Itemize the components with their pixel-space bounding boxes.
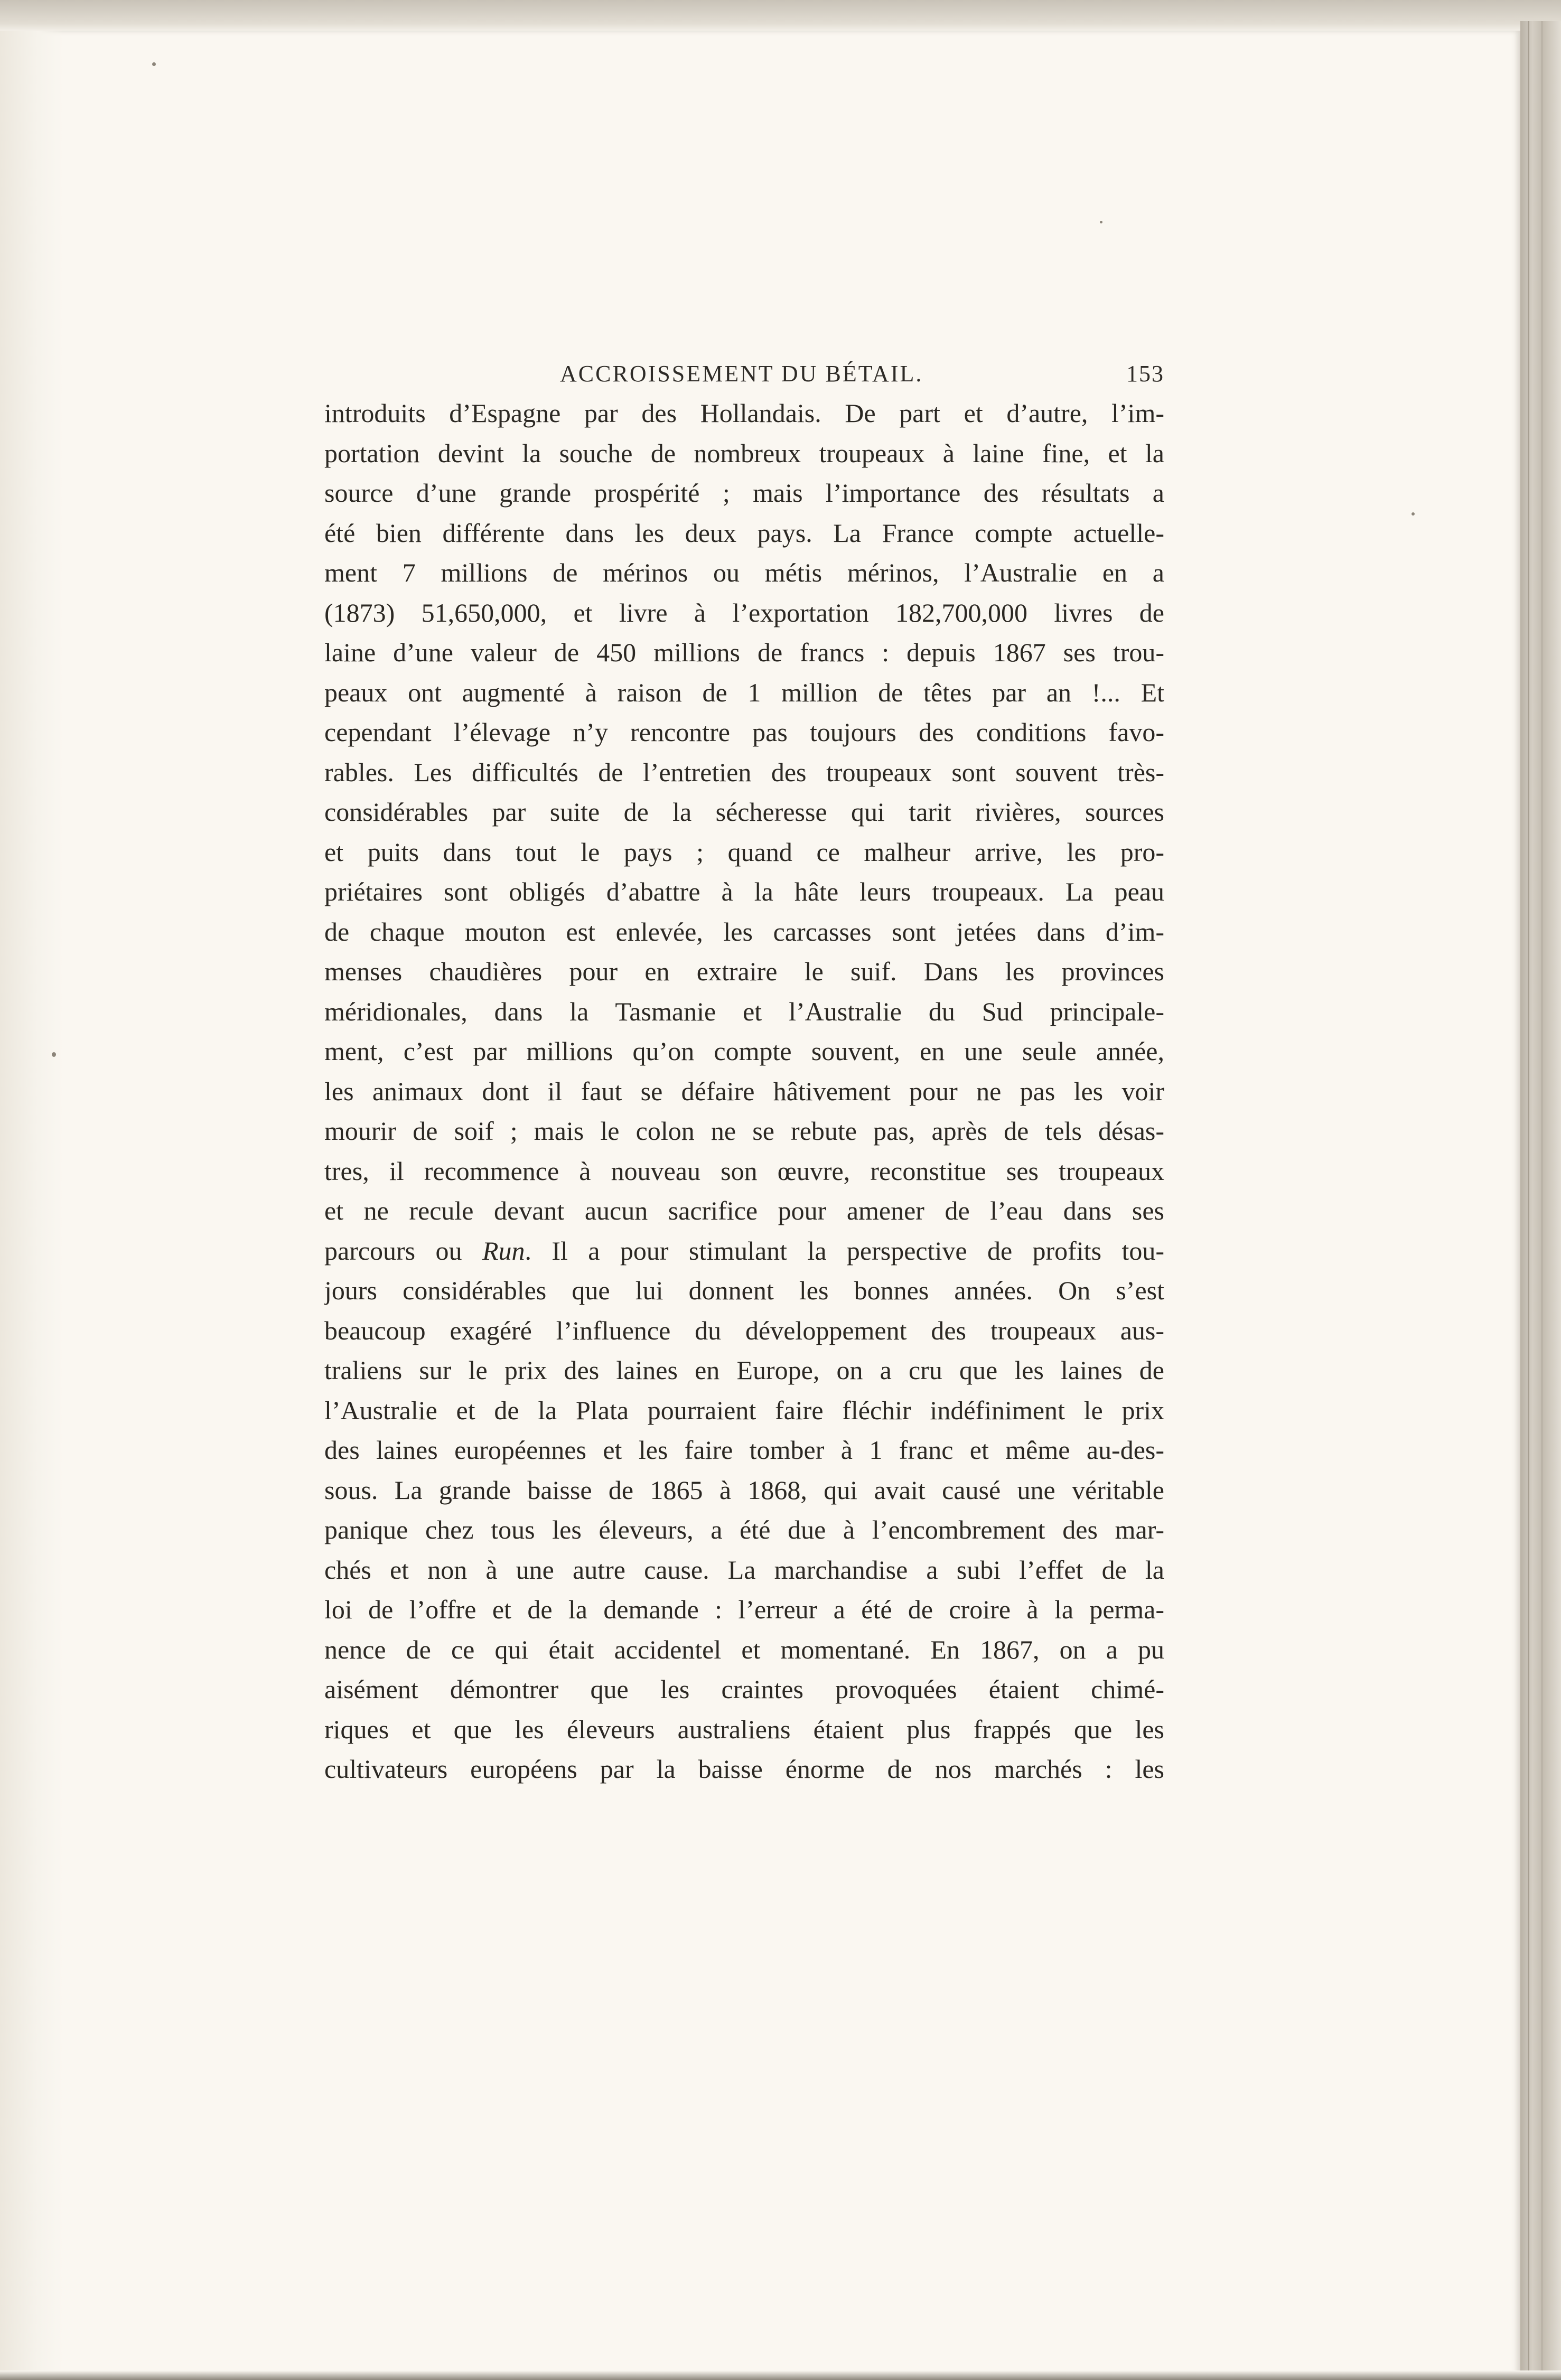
paper-speck <box>1412 512 1415 516</box>
text-line: et puits dans tout le pays ; quand ce malheur arrive, les pro- <box>324 837 1164 867</box>
page-top-edge <box>0 0 1561 34</box>
text-line: cultivateurs européens par la baisse énorme de nos marchés : les <box>324 1754 1164 1784</box>
text-line: ment, c’est par millions qu’on compte souvent, en une seule année, <box>324 1036 1164 1066</box>
text-line: portation devint la souche de nombreux troupeaux à laine fine, et la <box>324 438 1164 468</box>
page-gutter <box>0 31 63 2380</box>
text-line: été bien différente dans les deux pays. La France compte actuelle- <box>324 518 1164 548</box>
text-line: beaucoup exagéré l’influence du développement des troupeaux aus- <box>324 1315 1164 1345</box>
text-line: loi de l’offre et de la demande : l’erreur a été de croire à la perma- <box>324 1595 1164 1624</box>
paper-speck <box>152 62 156 66</box>
text-line: riques et que les éleveurs australiens étaient plus frappés que les <box>324 1714 1164 1744</box>
text-line: aisément démontrer que les craintes provoquées étaient chimé- <box>324 1674 1164 1704</box>
text-line: les animaux dont il faut se défaire hâtivement pour ne pas les voir <box>324 1076 1164 1106</box>
text-line: priétaires sont obligés d’abattre à la hâte leurs troupeaux. La peau <box>324 877 1164 906</box>
text-line: rables. Les difficultés de l’entretien des troupeaux sont souvent très- <box>324 757 1164 787</box>
body-paragraph <box>324 393 1164 1789</box>
text-line: (1873) 51,650,000, et livre à l’exportation 182,700,000 livres de <box>324 597 1164 627</box>
italic-term: Run <box>482 1235 525 1266</box>
text-line: jours considérables que lui donnent les bonnes années. On s’est <box>324 1276 1164 1305</box>
text-line: l’Australie et de la Plata pourraient faire fléchir indéfiniment le prix <box>324 1395 1164 1425</box>
text-line: laine d’une valeur de 450 millions de francs : depuis 1867 ses trou- <box>324 638 1164 667</box>
page-fore-edge <box>1520 21 1561 2380</box>
text-line: et ne recule devant aucun sacrifice pour amener de l’eau dans ses <box>324 1196 1164 1225</box>
text-line: introduits d’Espagne par des Hollandais. De part et d’autre, l’im- <box>324 398 1164 428</box>
text-line: considérables par suite de la sécheresse qui tarit rivières, sources <box>324 797 1164 827</box>
text-line <box>324 1231 1164 1271</box>
text-line: tres, il recommence à nouveau son œuvre, reconstitue ses troupeaux <box>324 1156 1164 1186</box>
text-line: ment 7 millions de mérinos ou métis mérinos, l’Australie en a <box>324 558 1164 587</box>
text-segment: parcours ou <box>324 1235 482 1266</box>
text-line: cependant l’élevage n’y rencontre pas toujours des conditions favo- <box>324 717 1164 747</box>
page-bottom-edge <box>0 2370 1561 2380</box>
text-line: méridionales, dans la Tasmanie et l’Australie du Sud principale- <box>324 996 1164 1026</box>
running-title: ACCROISSEMENT DU BÉTAIL. <box>560 361 923 387</box>
text-segment: . Il a pour stimulant la perspective de profits tou- <box>525 1235 1164 1266</box>
paper-speck <box>1100 221 1102 223</box>
text-line: sous. La grande baisse de 1865 à 1868, qui avait causé une véritable <box>324 1475 1164 1505</box>
text-line: panique chez tous les éleveurs, a été due à l’encombrement des mar- <box>324 1515 1164 1544</box>
paper-speck <box>52 1052 56 1057</box>
text-line: source d’une grande prospérité ; mais l’importance des résultats a <box>324 478 1164 508</box>
text-line: traliens sur le prix des laines en Europe, on a cru que les laines de <box>324 1355 1164 1385</box>
text-line: chés et non à une autre cause. La marchandise a subi l’effet de la <box>324 1554 1164 1585</box>
text-line: menses chaudières pour en extraire le suif. Dans les provinces <box>324 957 1164 986</box>
page-number: 153 <box>1126 361 1164 387</box>
text-line: de chaque mouton est enlevée, les carcasses sont jetées dans d’im- <box>324 916 1164 947</box>
text-line: peaux ont augmenté à raison de 1 million de têtes par an !... Et <box>324 677 1164 707</box>
text-line: nence de ce qui était accidentel et momentané. En 1867, on a pu <box>324 1634 1164 1664</box>
text-line: des laines européennes et les faire tomber à 1 franc et même au-des- <box>324 1435 1164 1465</box>
text-line: mourir de soif ; mais le colon ne se rebute pas, après de tels désas- <box>324 1116 1164 1146</box>
running-header <box>324 353 1164 395</box>
